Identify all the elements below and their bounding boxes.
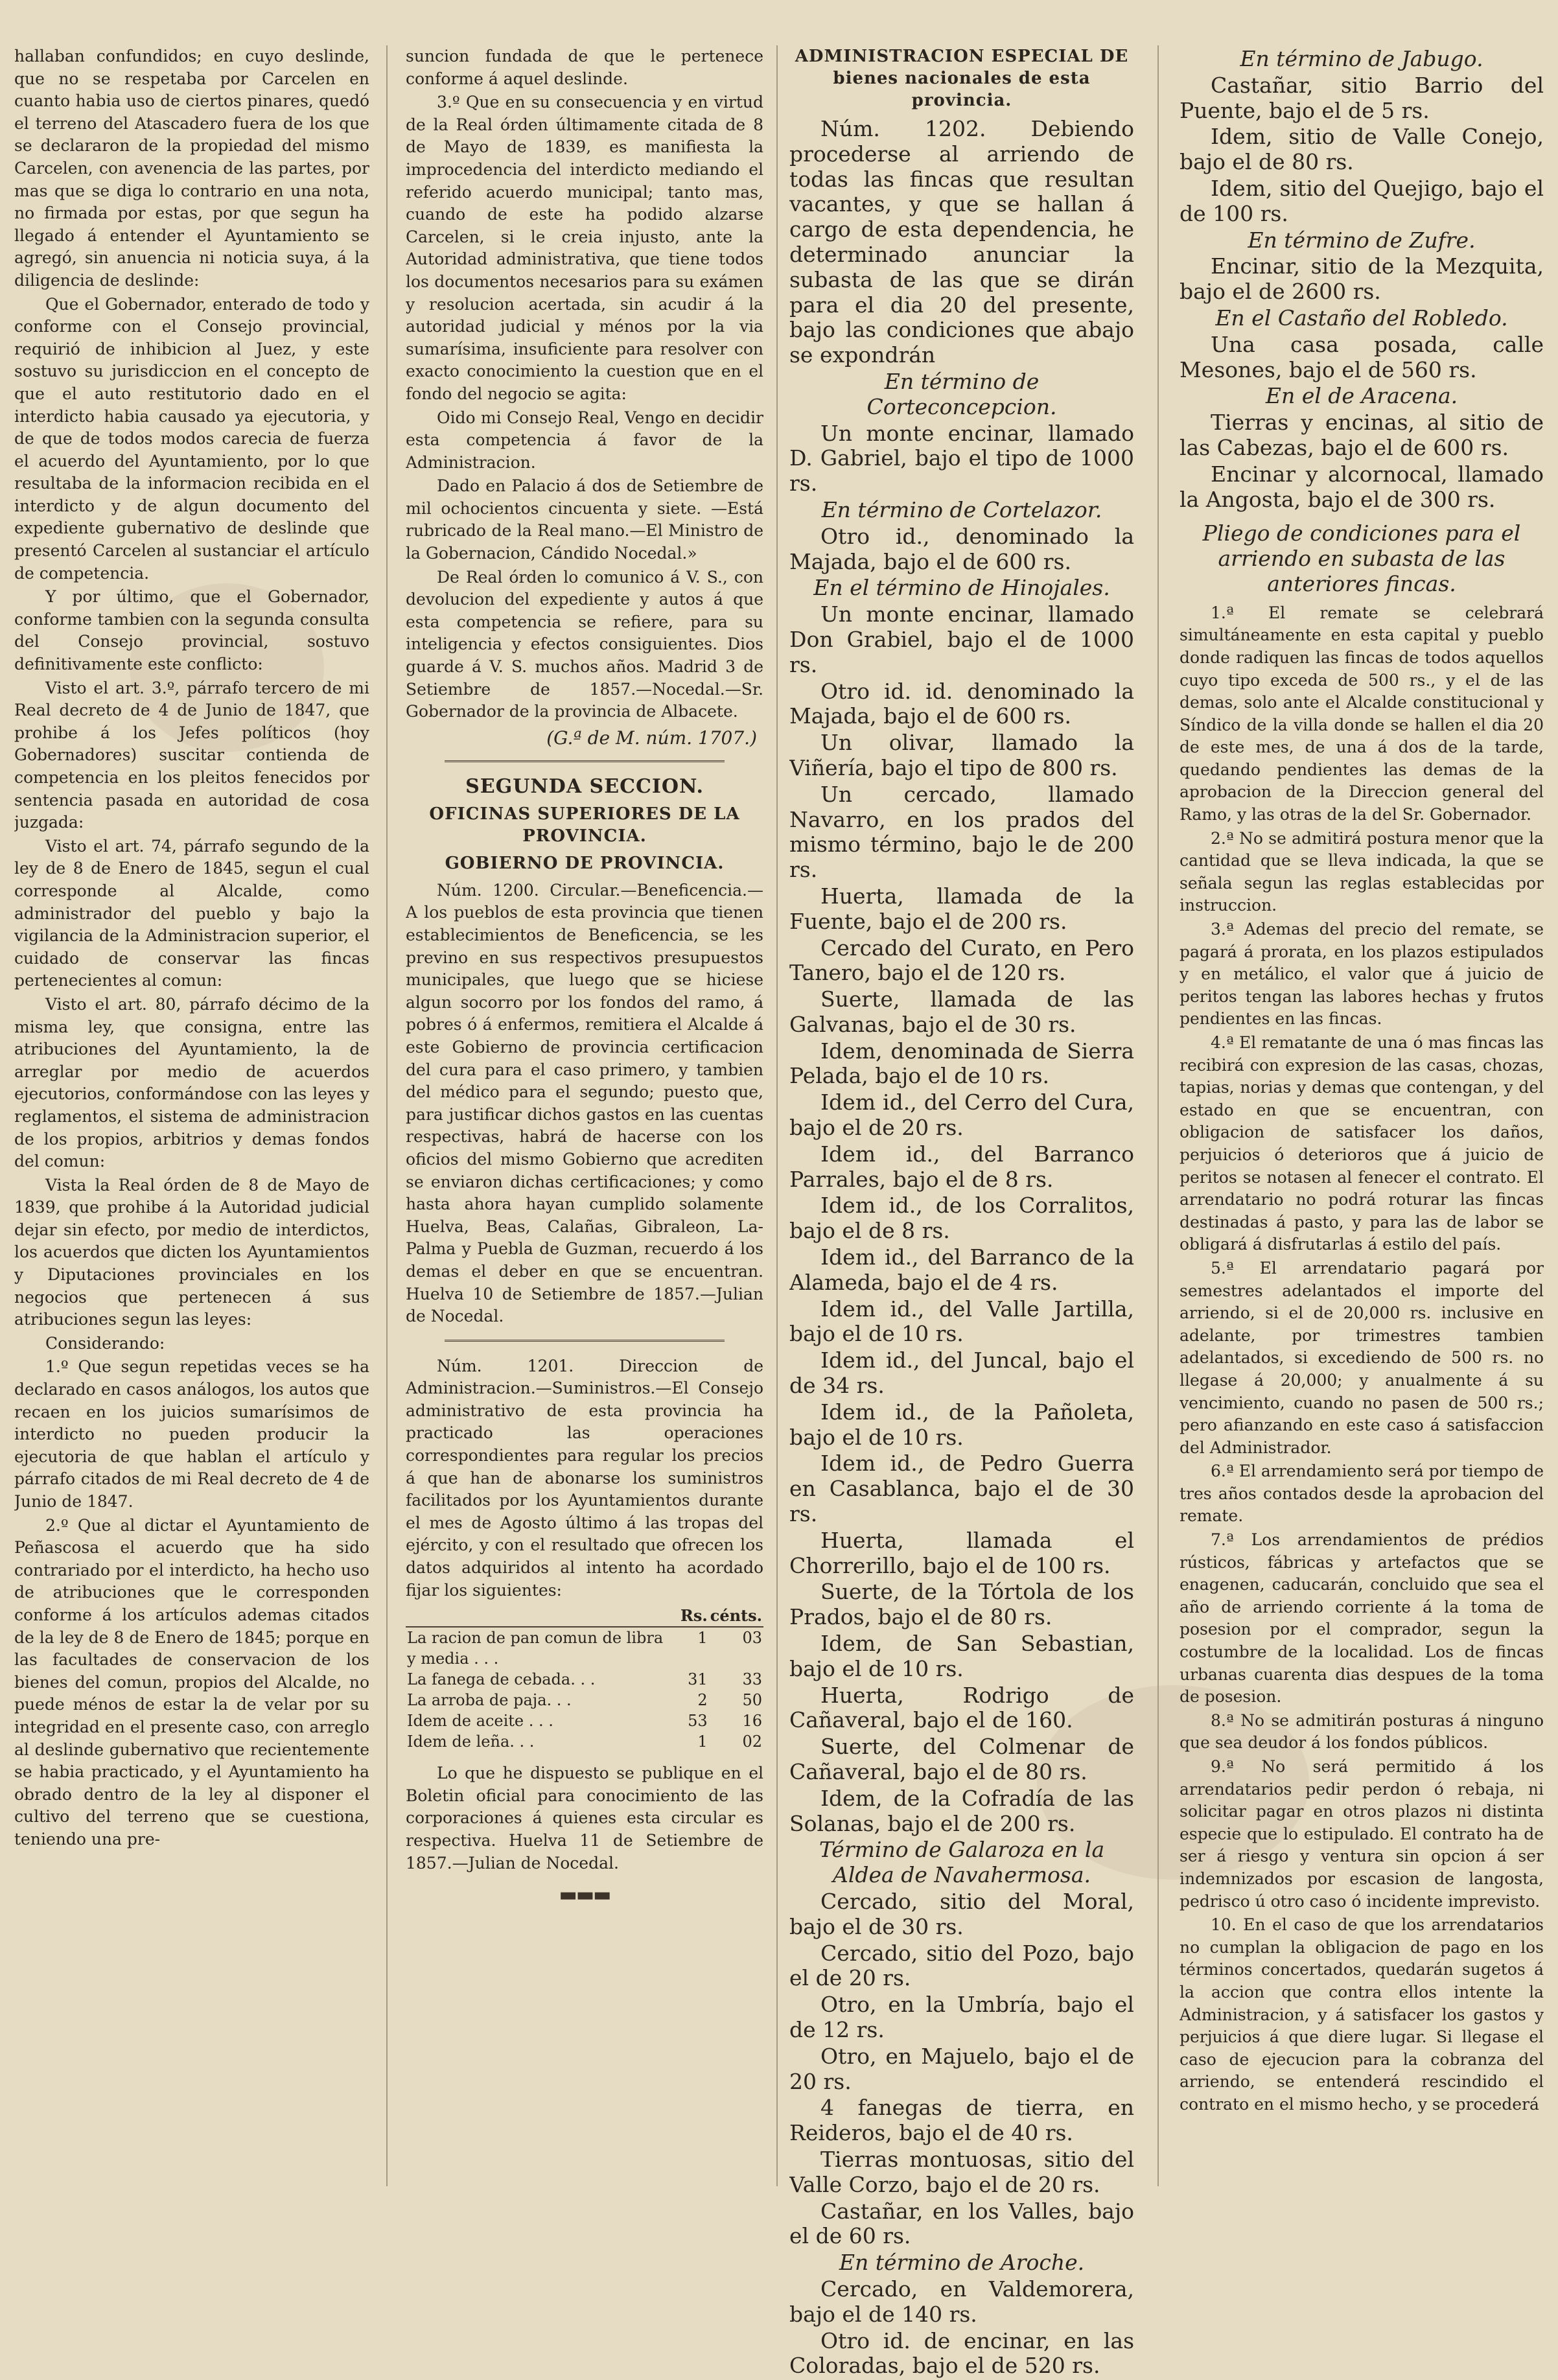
- property-entry: Idem id., del Cerro del Cura, bajo el de 20 rs.: [789, 1090, 1134, 1141]
- property-entry: Una casa posada, calle Mesones, bajo el de 560 rs.: [1180, 331, 1544, 382]
- location-heading: En término de Aroche.: [839, 2250, 1085, 2276]
- paragraph: 2.º Que al dictar el Ayuntamiento de Peñascosa el acuerdo que ha sido contrariado por el interdicto, ha hecho uso de atribuciones que le corresponden conforme á los artículos ademas citados de la ley de 8 de Enero de 1845; porque en las facultades de conservacion de los bienes del comun, propios del Alcalde, no puede ménos de estar la de velar por su integridad en el presente caso, con arreglo al deslinde gubernativo que recientemente se habia practicado, y el Ayuntamiento ha obrado dentro de la ley al disponer el cultivo del terreno que se cuestiona, teniendo una pre-: [14, 1515, 369, 1849]
- price-row: [406, 1669, 763, 1690]
- offices-heading: OFICINAS SUPERIORES DE LA PROVINCIA.: [429, 804, 740, 846]
- price-item: Idem de leña. . .: [407, 1732, 535, 1751]
- location-heading: Término de Galaroza en la Aldea de Navahermosa.: [819, 1837, 1105, 1888]
- paragraph: Considerando:: [45, 1333, 165, 1353]
- location-heading: En término de Cortelazor.: [821, 496, 1102, 522]
- property-entry: Otro id. id. denominado la Majada, bajo el de 600 rs.: [789, 678, 1134, 729]
- price-row: [406, 1731, 763, 1752]
- property-entry: Idem id., de los Corralitos, bajo el de 8 rs.: [789, 1193, 1134, 1244]
- paragraph: 3.º Que en su consecuencia y en virtud de la Real órden últimamente citada de 8 de Mayo de 1839, es manifiesta la improcedencia del interdicto mediando el referido acuerdo municipal; tanto mas, cuando de este ha podido alzarse Carcelen, si le creia injusto, ante la Autoridad administrativa, que tiene todos los documentos necesarios para su exámen y resolucion acertada, sin acudir á la autoridad judicial y ménos por la via sumarísima, insuficiente para resolver con exacto conocimiento la cuestion que en el fondo del negocio se agita:: [406, 93, 763, 403]
- price-cents: 16: [742, 1712, 762, 1731]
- source-citation: (G.ª de M. núm. 1707.): [546, 727, 757, 749]
- property-entry: Idem, de San Sebastian, bajo el de 10 rs.: [789, 1631, 1134, 1681]
- property-entry: Idem id., del Barranco Parrales, bajo el de 8 rs.: [789, 1141, 1134, 1192]
- property-entry: Idem id., del Valle Jartilla, bajo el de 10 rs.: [789, 1296, 1134, 1347]
- paragraph: Dado en Palacio á dos de Setiembre de mil ochocientos cincuenta y siete. —Está rubricado de la Real mano.—El Ministro de la Gobernacion, Cándido Nocedal.»: [406, 476, 763, 563]
- circular-1200: Núm. 1200. Circular.—Beneficencia.—A los pueblos de esta provincia que tienen establecimientos de Beneficencia, se les previno en sus respectivos presupuestos municipales, que luego que se hiciese algun socorro por los fondos del ramo, á pobres ó á enfermos, remitiera el Alcalde á este Gobierno de provincia certificacion del cura para el caso primero, y tambien del médico para el segundo; puesto que, para justificar dichos gastos en las cuentas respectivas, habrá de hacerse con los oficios del mismo Gobierno que acrediten se enviaron dichas certificaciones; y como hasta ahora hayan cumplido solamente Huelva, Beas, Calañas, Gibraleon, La-Palma y Puebla de Guzman, recuerdo á los demas el deber en que se encuentran. Huelva 10 de Setiembre de 1857.—Julian de Nocedal.: [406, 880, 763, 1326]
- condition-clause: 2.ª No se admitirá postura menor que la cantidad que se lleva indicada, la que se señala segun las reglas establecidas por instruccion.: [1180, 828, 1544, 915]
- condition-clause: 10. En el caso de que los arrendatarios no cumplan la obligacion de pago en los términos concertados, quedarán sugetos á la accion que contra ellos intente la Administracion, y á satisfacer los gastos y perjuicios á que diere lugar. Si llegase el caso de ejecucion para la cobranza del arriendo, se entenderá rescindido el contrato en el mismo hecho, y se procederá: [1180, 1915, 1544, 2114]
- price-row: [406, 1690, 763, 1710]
- price-rs: 53: [688, 1712, 708, 1731]
- location-heading: En el Castaño del Robledo.: [1215, 305, 1508, 331]
- price-row: [406, 1710, 763, 1731]
- circular-1201: Núm. 1201. Direccion de Administracion.—Suministros.—El Consejo administrativo de esta provincia ha practicado las operaciones correspondientes para regular los precios á que han de abonarse los suministros facilitados por los Ayuntamientos durante el mes de Agosto último á las tropas del ejército, y con el resultado que ofrecen los datos adquiridos al intento ha acordado fijar los siguientes:: [406, 1356, 763, 1600]
- condition-clause: 7.ª Los arrendamientos de prédios rústicos, fábricas y artefactos que se enagenen, caducarán, concluido que sea el año de arriendo corriente á la toma de posesion por el comprador, segun la costumbre de la localidad. Los de fincas urbanas cuarenta dias despues de la toma de posesion.: [1180, 1530, 1544, 1707]
- price-table: [406, 1605, 763, 1752]
- auction-intro: Núm. 1202. Debiendo procederse al arriendo de todas las fincas que resultan vacantes, y que se hallan á cargo de esta dependencia, he determinado anunciar la subasta de las que se dirán para el dia 20 del presente, bajo las condiciones que abajo se expondrán: [789, 116, 1134, 368]
- price-item: La arroba de paja. . .: [407, 1691, 572, 1710]
- price-item: Idem de aceite . . .: [407, 1712, 553, 1731]
- price-cents: 02: [742, 1732, 762, 1751]
- property-list: [1180, 47, 1544, 512]
- property-entry: Otro id., denominado la Majada, bajo el de 600 rs.: [789, 523, 1134, 574]
- property-entry: Idem, denominada de Sierra Pelada, bajo el de 10 rs.: [789, 1038, 1134, 1089]
- property-entry: Idem id., de la Pañoleta, bajo el de 10 rs.: [789, 1399, 1134, 1450]
- condition-clause: 9.ª No será permitido á los arrendatarios pedir perdon ó rebaja, ni solicitar pagar en otros plazos ni distinta especie que lo estipulado. El contrato ha de ser á riesgo y ventura sin opcion á ser indemnizados por escasion de langosta, pedrisco ú otro caso ó incidente imprevisto.: [1180, 1757, 1544, 1911]
- column-rule: [1157, 45, 1159, 2186]
- paragraph: Que el Gobernador, enterado de todo y conforme con el Consejo provincial, requirió de inhibicion al Juez, y este sostuvo su jurisdiccion en el concepto de que el auto restitutorio dado en el interdicto habia causado ya ejecutoria, y de que de todos modos carecia de fuerza el acuerdo del Ayuntamiento, por lo que resultaba de la informacion recibida en el interdicto y de algun documento del expediente gubernativo de deslinde que presentó Carcelen al sustanciar el artículo de competencia.: [14, 294, 369, 583]
- property-entry: Otro, en la Umbría, bajo el de 12 rs.: [789, 1992, 1134, 2042]
- paragraph: Visto el art. 74, párrafo segundo de la ley de 8 de Enero de 1845, segun el cual corresponde al Alcalde, como administrador del pueblo y bajo la vigilancia de la Administracion superior, el cuidado de conservar las fincas pertenecientes al comun:: [14, 836, 369, 990]
- property-entry: Un olivar, llamado la Viñería, bajo el tipo de 800 rs.: [789, 730, 1134, 780]
- header-cents: cénts.: [709, 1605, 763, 1627]
- paragraph: Oido mi Consejo Real, Vengo en decidir esta competencia á favor de la Administracion.: [406, 408, 763, 472]
- property-entry: Tierras montuosas, sitio del Valle Corzo, bajo el de 20 rs.: [789, 2146, 1134, 2197]
- property-entry: Cercado, sitio del Pozo, bajo el de 20 rs.: [789, 1940, 1134, 1991]
- paragraph: hallaban confundidos; en cuyo deslinde, que no se respetaba por Carcelen en cuanto habia uso de ciertos pinares, quedó el terreno del Atascadero fuera de los que se declararon de la propiedad del mismo Carcelen, con avenencia de las partes, por mas que se diga lo contrario en una nota, no firmada por estas, por que segun ha llegado á entender el Ayuntamiento se agregó, sin anuencia ni noticia suya, á la diligencia de deslinde:: [14, 47, 369, 290]
- price-table-header: [406, 1605, 763, 1627]
- location-heading: En término de Corteconcepcion.: [866, 368, 1057, 419]
- admin-title: ADMINISTRACION ESPECIAL DE: [795, 47, 1129, 66]
- closing-paragraph: Lo que he dispuesto se publique en el Boletin oficial para conocimiento de las corporaciones á quienes esta circular es respectiva. Huelva 11 de Setiembre de 1857.—Julian de Nocedal.: [406, 1764, 763, 1872]
- paragraph: Visto el art. 3.º, párrafo tercero de mi Real decreto de 4 de Junio de 1847, que prohibe á los Jefes políticos (hoy Gobernadores) suscitar contienda de competencia en los pleitos fenecidos por sentencia pasada en autoridad de cosa juzgada:: [14, 678, 369, 832]
- property-entry: Huerta, llamada de la Fuente, bajo el de 200 rs.: [789, 883, 1134, 934]
- column-rule: [776, 45, 778, 2186]
- property-entry: Suerte, llamada de las Galvanas, bajo el de 30 rs.: [789, 986, 1134, 1037]
- divider: [445, 1340, 725, 1344]
- property-entry: Huerta, llamada el Chorrerillo, bajo el de 100 rs.: [789, 1527, 1134, 1578]
- property-entry: Castañar, sitio Barrio del Puente, bajo el de 5 rs.: [1180, 72, 1544, 123]
- condition-clause: 3.ª Ademas del precio del remate, se pagará á prorata, en los plazos estipulados y en metálico, el valor que á juicio de peritos tengan las labores hechas y frutos pendientes en las fincas.: [1180, 920, 1544, 1029]
- paragraph: Visto el art. 80, párrafo décimo de la misma ley, que consigna, entre las atribuciones del Ayuntamiento, la de arreglar por medio de acuerdos ejecutorios, conformándose con las leyes y reglamentos, el sistema de administracion de los propios, arbitrios y demas fondos del comun:: [14, 994, 369, 1171]
- property-entry: Un monte encinar, llamado D. Gabriel, bajo el tipo de 1000 rs.: [789, 420, 1134, 496]
- paragraph: Vista la Real órden de 8 de Mayo de 1839, que prohibe á la Autoridad judicial dejar sin efecto, por medio de interdictos, los acuerdos que dicten los Ayuntamientos y Diputaciones provinciales en los negocios que pertenecen á sus atribuciones segun las leyes:: [14, 1175, 369, 1329]
- price-rs: 31: [688, 1670, 708, 1689]
- price-cents: 33: [742, 1670, 762, 1689]
- column-rule: [386, 45, 388, 2186]
- condition-clause: 5.ª El arrendatario pagará por semestres adelantados el importe del arriendo, si el de 20,000 rs. inclusive en adelante, por trimestres tambien adelantados, si excediendo de 500 rs. no llegase á 20,000; y anualmente á su vencimiento, cuando no pasen de 500 rs.; pero afianzando en este caso á satisfaccion del Administrador.: [1180, 1258, 1544, 1457]
- property-entry: Encinar y alcornocal, llamado la Angosta, bajo el de 300 rs.: [1180, 461, 1544, 512]
- conditions-list: [1180, 602, 1544, 2116]
- condition-clause: 8.ª No se admitirán posturas á ninguno que sea deudor á los fondos públicos.: [1180, 1710, 1544, 1753]
- price-rs: 2: [697, 1691, 708, 1710]
- section-rule: [445, 760, 725, 764]
- property-entry: Idem, sitio del Quejigo, bajo el de 100 rs.: [1180, 175, 1544, 226]
- location-heading: En el término de Hinojales.: [813, 575, 1110, 601]
- property-entry: Suerte, del Colmenar de Cañaveral, bajo el de 80 rs.: [789, 1734, 1134, 1784]
- price-rs: 1: [697, 1732, 708, 1751]
- column-2: [406, 45, 763, 1915]
- property-entry: Idem id., del Juncal, bajo el de 34 rs.: [789, 1348, 1134, 1399]
- property-entry: Idem id., de Pedro Guerra en Casablanca, bajo el de 30 rs.: [789, 1451, 1134, 1527]
- price-item: La racion de pan comun de libra y media . . .: [407, 1629, 664, 1668]
- property-list: [789, 369, 1134, 2379]
- price-rs: 1: [697, 1629, 708, 1648]
- property-entry: Castañar, en los Valles, bajo el de 60 rs.: [789, 2198, 1134, 2249]
- property-entry: Otro, en Majuelo, bajo el de 20 rs.: [789, 2043, 1134, 2094]
- paragraph: suncion fundada de que le pertenece conforme á aquel deslinde.: [406, 47, 763, 88]
- condition-clause: 6.ª El arrendamiento será por tiempo de tres años contados desde la aprobacion del remate.: [1180, 1462, 1544, 1526]
- property-entry: Cercado, sitio del Moral, bajo el de 30 rs.: [789, 1888, 1134, 1939]
- column-4: [1180, 45, 1544, 2118]
- property-entry: Suerte, de la Tórtola de los Prados, bajo el de 80 rs.: [789, 1579, 1134, 1630]
- price-item: La fanega de cebada. . .: [407, 1670, 596, 1689]
- property-entry: Encinar, sitio de la Mezquita, bajo el de 2600 rs.: [1180, 253, 1544, 305]
- price-row: [406, 1627, 763, 1669]
- property-entry: Huerta, Rodrigo de Cañaveral, bajo el de 160.: [789, 1682, 1134, 1733]
- paragraph: Y por último, que el Gobernador, conforme tambien con la segunda consulta del Consejo provincial, sostuvo definitivamente este conflicto:: [14, 587, 369, 674]
- admin-subtitle: bienes nacionales de esta provincia.: [833, 69, 1091, 110]
- price-cents: 50: [742, 1691, 762, 1710]
- condition-clause: 1.ª El remate se celebrará simultáneamente en esta capital y pueblo donde radiquen las fincas de todos aquellos cuyo tipo exceda de 500 rs., y el de las demas, solo ante el Alcalde constitucional y Síndico de la villa donde se hallen el dia 20 de este mes, de una á dos de la tarde, quedando pendientes las demas de la aprobacion de la Direccion general del Ramo, y las otras de la del Sr. Gobernador.: [1180, 603, 1544, 824]
- property-entry: Idem id., del Barranco de la Alameda, bajo el de 4 rs.: [789, 1244, 1134, 1295]
- property-entry: Idem, sitio de Valle Conejo, bajo el de 80 rs.: [1180, 124, 1544, 175]
- paragraph: 1.º Que segun repetidas veces se ha declarado en casos análogos, los autos que recaen en los juicios sumarísimos de interdicto no pueden producir la ejecutoria de que hablan el artículo y párrafo citados de mi Real decreto de 4 de Junio de 1847.: [14, 1357, 369, 1511]
- property-entry: Otro id. de encinar, en las Coloradas, bajo el de 520 rs.: [789, 2328, 1134, 2379]
- government-heading: GOBIERNO DE PROVINCIA.: [445, 853, 725, 873]
- price-cents: 03: [742, 1629, 762, 1648]
- location-heading: En término de Zufre.: [1248, 227, 1476, 253]
- location-heading: En el de Aracena.: [1265, 383, 1458, 409]
- property-entry: Un cercado, llamado Navarro, en los prados del mismo término, bajo le de 200 rs.: [789, 781, 1134, 883]
- property-entry: Un monte encinar, llamado Don Grabiel, bajo el de 1000 rs.: [789, 601, 1134, 677]
- header-rs: Rs.: [669, 1605, 709, 1627]
- property-entry: Cercado, en Valdemorera, bajo el de 140 rs.: [789, 2276, 1134, 2327]
- conditions-title: Pliego de condiciones para el arriendo en subasta de las anteriores fincas.: [1202, 520, 1521, 596]
- section-title: SEGUNDA SECCION.: [465, 775, 704, 798]
- property-entry: Tierras y encinas, al sitio de las Cabezas, bajo el de 600 rs.: [1180, 410, 1544, 460]
- column-1: [14, 45, 369, 1852]
- location-heading: En término de Jabugo.: [1240, 46, 1483, 71]
- column-3: [789, 45, 1134, 2380]
- condition-clause: 4.ª El rematante de una ó mas fincas las recibirá con expresion de las casas, chozas, tapias, norias y demas que contengan, y del estado en que se encuentran, con obligacion de satisfacer los daños, perjuicios ó deterioros que á juicio de peritos se notasen al fenecer el contrato. El arrendatario no podrá roturar las fincas destinadas á pasto, y para las de labor se obligará á disfrutarlas á estilo del país.: [1180, 1033, 1544, 1254]
- property-entry: 4 fanegas de tierra, en Reideros, bajo el de 40 rs.: [789, 2095, 1134, 2146]
- ornament-rule: ▬▬▬: [559, 1884, 610, 1907]
- property-entry: Idem, de la Cofradía de las Solanas, bajo el de 200 rs.: [789, 1785, 1134, 1836]
- property-entry: Cercado del Curato, en Pero Tanero, bajo el de 120 rs.: [789, 935, 1134, 986]
- paragraph: De Real órden lo comunico á V. S., con devolucion del expediente y autos á que esta competencia se refiere, para su inteligencia y efectos consiguientes. Dios guarde á V. S. muchos años. Madrid 3 de Setiembre de 1857.—Nocedal.—Sr. Gobernador de la provincia de Albacete.: [406, 567, 763, 721]
